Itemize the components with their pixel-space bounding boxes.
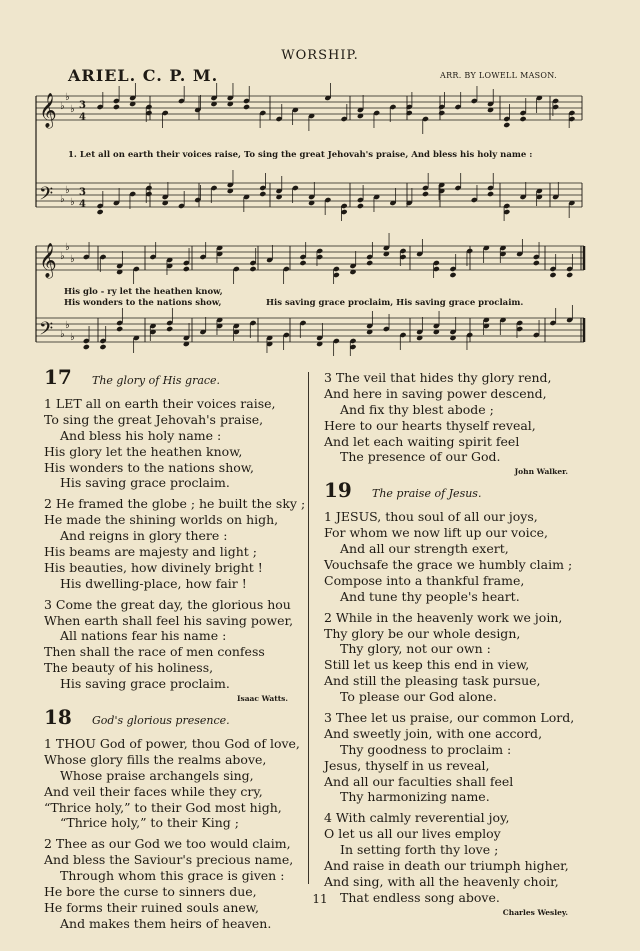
music-lyric-line-2a: His glo - ry let the heathen know, xyxy=(64,287,223,297)
hymn-number: 19 xyxy=(324,478,352,503)
note-head xyxy=(166,326,173,332)
verse-line: He bore the curse to sinners due, xyxy=(44,884,257,900)
verse-line: And veil their faces while they cry, xyxy=(44,783,263,799)
verse-line: That endless song above. xyxy=(340,889,500,905)
bass-clef-icon: 𝄢 xyxy=(39,184,54,209)
verse-line: 4 With calmly reverential joy, xyxy=(324,810,510,826)
flat-icon: ♭ xyxy=(60,251,65,262)
time-signature: 3 xyxy=(79,100,86,111)
right-column xyxy=(324,370,586,920)
flat-icon: ♭ xyxy=(65,320,70,331)
verse-line: His beauties, how divinely bright ! xyxy=(44,559,263,575)
verse-line: Thy goodness to proclaim : xyxy=(340,741,512,757)
time-signature: 4 xyxy=(79,199,86,210)
verse-line: “Thrice holy,” to their King ; xyxy=(60,815,239,831)
page-number: 11 xyxy=(312,892,328,906)
verse-line: And reigns in glory there : xyxy=(60,528,228,544)
flat-icon: ♭ xyxy=(60,329,65,340)
verse-line: And sweetly join, with one accord, xyxy=(324,725,543,741)
verse-line: His glory let the heathen know, xyxy=(44,443,243,459)
note-head xyxy=(99,344,106,350)
verse-line: He forms their ruined souls anew, xyxy=(44,899,259,915)
note-head xyxy=(438,110,445,116)
verse-line: And bless his holy name : xyxy=(60,427,222,443)
flat-icon: ♭ xyxy=(65,242,70,253)
hymn-title: The glory of His grace. xyxy=(92,374,221,387)
verse-line: His beams are majesty and light ; xyxy=(44,544,257,560)
verse-line: Thy harmonizing name. xyxy=(340,789,490,805)
verse-line: Jesus, thyself in us reveal, xyxy=(324,757,490,773)
note-head xyxy=(422,191,429,197)
note-head xyxy=(449,272,456,278)
music-notation xyxy=(0,0,640,370)
note-head xyxy=(83,344,90,350)
note-head xyxy=(183,266,190,272)
time-signature: 4 xyxy=(79,112,86,123)
verse-line: And sing, with all the heavenly choir, xyxy=(324,873,559,889)
hymn-number: 18 xyxy=(44,705,72,730)
verse-line: His wonders to the nations show, xyxy=(44,459,254,475)
arranger-credit: ARR. BY LOWELL MASON. xyxy=(440,71,557,80)
note-head xyxy=(533,260,540,266)
verse-line: And still the pleasing task pursue, xyxy=(324,673,541,689)
verse-line: 2 He framed the globe ; he built the sky ; xyxy=(44,496,306,512)
flat-icon: ♭ xyxy=(70,332,75,343)
verse-line: And fix thy blest abode ; xyxy=(340,401,494,417)
verse-line: Thy glory be our whole design, xyxy=(324,625,521,641)
verse-line: To please our God alone. xyxy=(340,689,497,705)
music-lyric-line-2b: His wonders to the nations show, xyxy=(64,298,222,308)
hymn-author: John Walker. xyxy=(514,467,568,477)
verse-line: Whose praise archangels sing, xyxy=(60,767,254,783)
note-head xyxy=(519,116,526,122)
flat-icon: ♭ xyxy=(70,197,75,208)
verse-line: Compose into a thankful frame, xyxy=(324,572,525,588)
flat-icon: ♭ xyxy=(65,92,70,103)
hymn-heading xyxy=(44,705,306,736)
verse-line: Thy glory, not our own : xyxy=(340,641,491,657)
note-head xyxy=(113,104,120,110)
verse-line: And makes them heirs of heaven. xyxy=(60,915,272,931)
hymn-heading xyxy=(44,365,306,396)
verse-line: “Thrice holy,” to their God most high, xyxy=(44,799,282,815)
hymn-author: Charles Wesley. xyxy=(502,907,568,917)
verse-line: 1 JESUS, thou soul of all our joys, xyxy=(324,509,538,525)
verse-line: His saving grace proclaim. xyxy=(60,676,230,692)
verse-line: For whom we now lift up our voice, xyxy=(324,525,549,541)
hymn-heading xyxy=(324,478,586,509)
hymn-number: 17 xyxy=(44,365,72,389)
verse-line: O let us all our lives employ xyxy=(324,826,501,842)
verse-line: Then shall the race of men confess xyxy=(44,644,265,660)
verse-line: He made the shining worlds on high, xyxy=(44,512,279,528)
verse-line: 1 THOU God of power, thou God of love, xyxy=(44,736,300,752)
verse-line: Here to our hearts thyself reveal, xyxy=(324,417,536,433)
note-head xyxy=(299,260,306,266)
verse-line: His dwelling-place, how fair ! xyxy=(60,575,247,591)
verse-line: And tune thy people's heart. xyxy=(340,588,520,604)
music-lyric-line-1: 1. Let all on earth their voices raise, To sing the great Jehovah's praise, And bless his holy name : xyxy=(68,150,533,160)
flat-icon: ♭ xyxy=(70,254,75,265)
flat-icon: ♭ xyxy=(65,185,70,196)
note-head xyxy=(357,203,364,209)
verse-line: Still let us keep this end in view, xyxy=(324,657,530,673)
note-head xyxy=(487,191,494,197)
note-head xyxy=(97,209,104,215)
treble-clef-icon: 𝄞 xyxy=(39,243,57,278)
verse-line: 3 Thee let us praise, our common Lord, xyxy=(324,710,575,726)
verse-line: When earth shall feel his saving power, xyxy=(44,612,294,628)
verse-line: 3 The veil that hides thy glory rend, xyxy=(324,370,552,385)
bass-clef-icon: 𝄢 xyxy=(39,319,54,344)
note-head xyxy=(366,260,373,266)
hymn-author: Isaac Watts. xyxy=(236,694,288,704)
hymn-title: The praise of Jesus. xyxy=(372,487,482,501)
note-head xyxy=(243,104,250,110)
verse-line: The beauty of his holiness, xyxy=(44,660,214,676)
note-head xyxy=(259,191,266,197)
hymn-title: God's glorious presence. xyxy=(92,714,230,728)
flat-icon: ♭ xyxy=(70,104,75,115)
verse-line: Through whom this grace is given : xyxy=(60,868,285,884)
verse-line: His saving grace proclaim. xyxy=(60,475,230,491)
verse-line: All nations fear his name : xyxy=(60,628,227,644)
note-head xyxy=(116,326,123,332)
verse-line: Whose glory fills the realms above, xyxy=(44,751,267,767)
verse-line: And all our faculties shall feel xyxy=(324,773,514,789)
note-head xyxy=(566,272,573,278)
flat-icon: ♭ xyxy=(60,101,65,112)
time-signature: 3 xyxy=(79,187,86,198)
verse-line: 1 LET all on earth their voices raise, xyxy=(44,396,276,411)
verse-line: To sing the great Jehovah's praise, xyxy=(44,411,264,427)
running-head: WORSHIP. xyxy=(281,48,359,63)
verse-line: And raise in death our triumph higher, xyxy=(324,858,569,874)
left-column xyxy=(44,365,306,938)
note-head xyxy=(249,266,256,272)
verse-line: 3 Come the great day, the glorious hou xyxy=(44,596,291,612)
verse-line: And all our strength exert, xyxy=(340,541,509,557)
treble-clef-icon: 𝄞 xyxy=(39,93,57,128)
tune-name: ARIEL. C. P. M. xyxy=(68,66,219,85)
note-head xyxy=(503,122,510,128)
column-divider xyxy=(308,372,309,884)
verse-line: And bless the Saviour's precious name, xyxy=(44,852,294,868)
verse-line: 2 Thee as our God we too would claim, xyxy=(44,836,291,852)
verse-line: And here in saving power descend, xyxy=(324,385,547,401)
verse-line: And let each waiting spirit feel xyxy=(324,433,520,449)
verse-line: The presence of our God. xyxy=(340,449,501,465)
verse-line: 2 While in the heavenly work we join, xyxy=(324,609,563,625)
verse-line: Vouchsafe the grace we humbly claim ; xyxy=(324,557,573,573)
verse-line: In setting forth thy love ; xyxy=(340,842,499,858)
note-head xyxy=(549,272,556,278)
music-lyric-line-2c: His saving grace proclaim, His saving grace proclaim. xyxy=(266,298,524,308)
flat-icon: ♭ xyxy=(60,194,65,205)
